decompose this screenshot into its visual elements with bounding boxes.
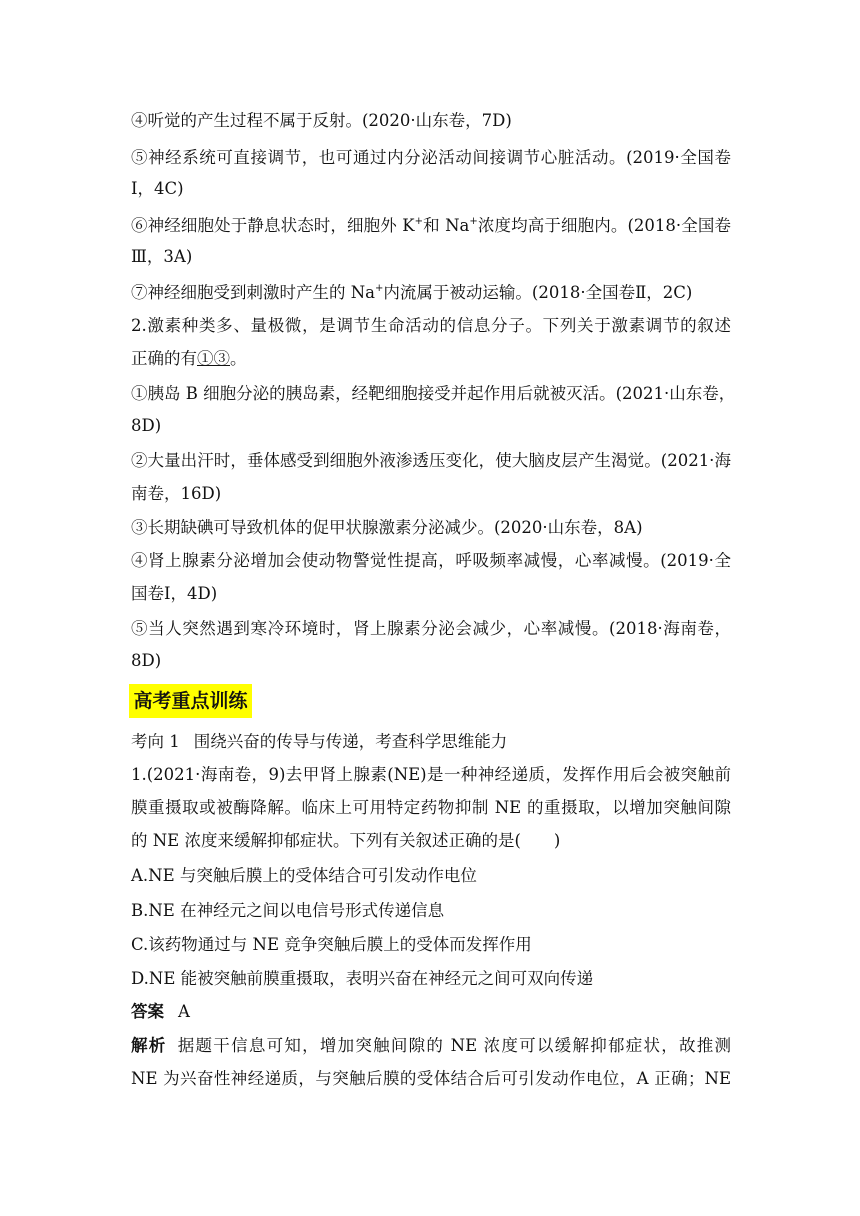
statement-6-line-2: Ⅲ，3A) bbox=[131, 247, 193, 266]
question-1-line-1: 1.(2021·海南卷，9)去甲肾上腺素(NE)是一种神经递质，发挥作用后会被突触前 bbox=[131, 765, 731, 784]
question-2-line-2: 正确的有①③。 bbox=[131, 349, 247, 368]
option-b: B.NE 在神经元之间以电信号形式传递信息 bbox=[131, 901, 445, 920]
analysis-label: 解析 bbox=[131, 1036, 167, 1055]
statement-6-line-1: ⑥神经细胞处于静息状态时，细胞外 K+和 Na+浓度均高于细胞内。(2018·全国卷 bbox=[131, 215, 731, 235]
statement-5-line-2: Ⅰ，4C) bbox=[131, 179, 184, 198]
statement-7: ⑦神经细胞受到刺激时产生的 Na+内流属于被动运输。(2018·全国卷Ⅱ，2C) bbox=[131, 282, 693, 302]
answer-label: 答案 bbox=[131, 1002, 164, 1021]
hormone-statement-2-line-1: ②大量出汗时，垂体感受到细胞外液渗透压变化，使大脑皮层产生渴觉。(2021·海 bbox=[131, 451, 731, 470]
question-1-line-3: 的 NE 浓度来缓解抑郁症状。下列有关叙述正确的是( ) bbox=[131, 831, 561, 850]
filled-answer: ①③ bbox=[197, 349, 230, 368]
hormone-statement-4-line-2: 国卷Ⅰ，4D) bbox=[131, 584, 218, 603]
answer-value: A bbox=[178, 1002, 190, 1021]
hormone-statement-3: ③长期缺碘可导致机体的促甲状腺激素分泌减少。(2020·山东卷，8A) bbox=[131, 518, 643, 537]
analysis-line-1: 解析 据题干信息可知，增加突触间隙的 NE 浓度可以缓解抑郁症状，故推测 bbox=[131, 1036, 732, 1055]
statement-5-line-1: ⑤神经系统可直接调节，也可通过内分泌活动间接调节心脏活动。(2019·全国卷 bbox=[131, 148, 731, 167]
hormone-statement-4-line-1: ④肾上腺素分泌增加会使动物警觉性提高，呼吸频率减慢，心率减慢。(2019·全 bbox=[131, 551, 731, 570]
direction-heading: 考向 1 围绕兴奋的传导与传递，考查科学思维能力 bbox=[131, 732, 508, 751]
option-c: C.该药物通过与 NE 竞争突触后膜上的受体而发挥作用 bbox=[131, 935, 532, 954]
answer-line bbox=[131, 1000, 731, 1024]
statement-4: ④听觉的产生过程不属于反射。(2020·山东卷，7D) bbox=[131, 111, 512, 130]
hormone-statement-5-line-1: ⑤当人突然遇到寒冷环境时，肾上腺素分泌会减少，心率减慢。(2018·海南卷， bbox=[131, 619, 731, 638]
hormone-statement-1-line-1: ①胰岛 B 细胞分泌的胰岛素，经靶细胞接受并起作用后就被灭活。(2021·山东卷， bbox=[131, 384, 736, 403]
hormone-statement-1-line-2: 8D) bbox=[131, 416, 162, 435]
section-heading: 高考重点训练 bbox=[129, 684, 252, 718]
question-2-line-1: 2.激素种类多、量极微，是调节生命活动的信息分子。下列关于激素调节的叙述 bbox=[131, 316, 731, 335]
option-a: A.NE 与突触后膜上的受体结合可引发动作电位 bbox=[131, 866, 477, 885]
question-1-line-2: 膜重摄取或被酶降解。临床上可用特定药物抑制 NE 的重摄取，以增加突触间隙 bbox=[131, 798, 731, 817]
analysis-line-2: NE 为兴奋性神经递质，与突触后膜的受体结合后可引发动作电位，A 正确；NE bbox=[131, 1069, 731, 1088]
option-d: D.NE 能被突触前膜重摄取，表明兴奋在神经元之间可双向传递 bbox=[131, 969, 594, 988]
hormone-statement-2-line-2: 南卷，16D) bbox=[131, 484, 222, 503]
hormone-statement-5-line-2: 8D) bbox=[131, 651, 162, 670]
